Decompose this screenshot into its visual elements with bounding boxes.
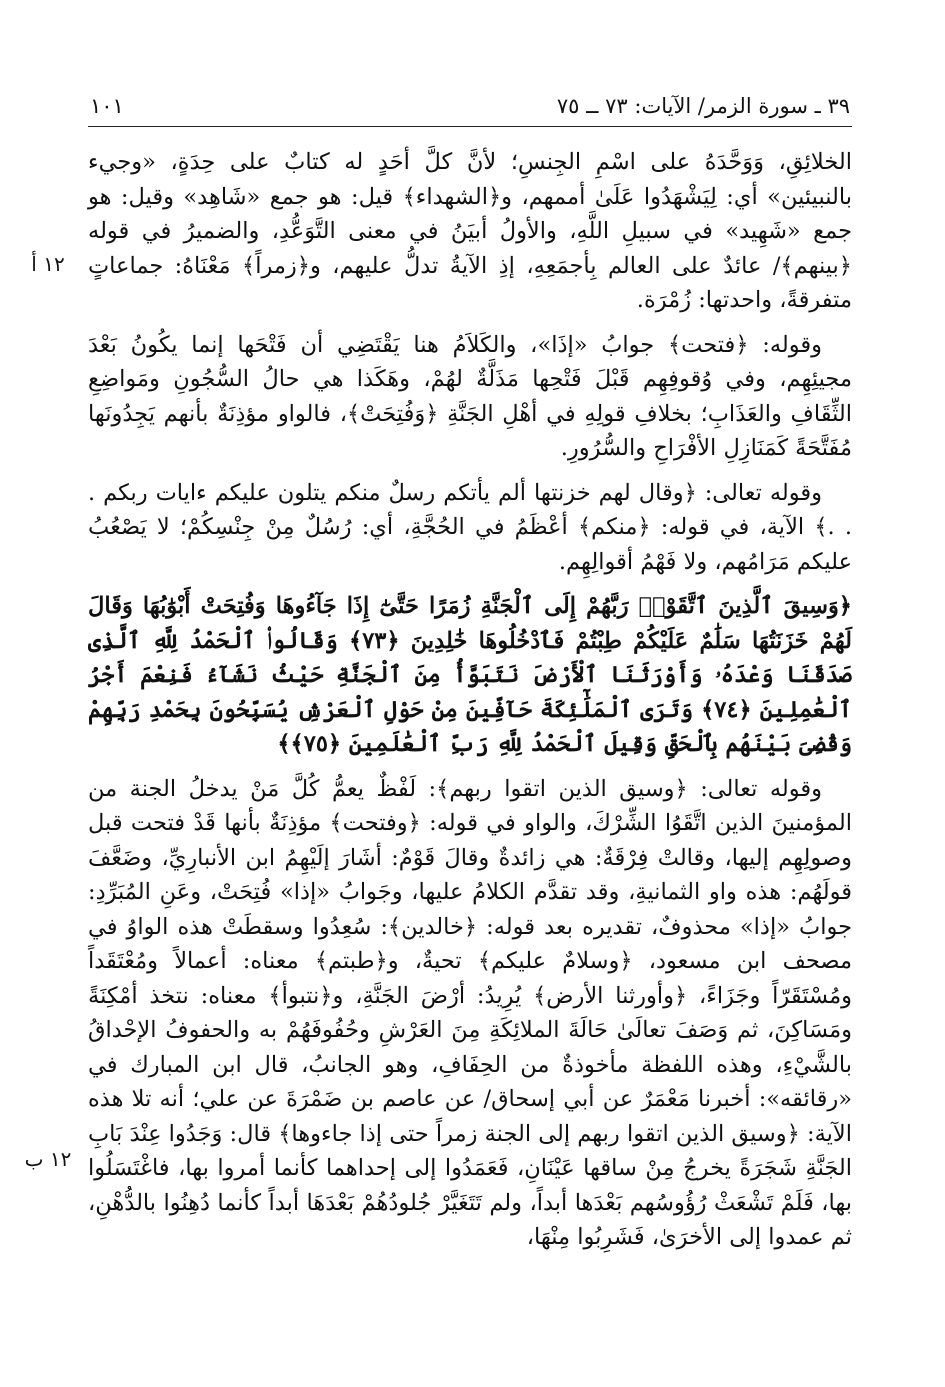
margin-note: ١٢ ب — [24, 1147, 72, 1171]
running-header — [90, 88, 850, 124]
header-rule — [88, 126, 852, 127]
main-text — [88, 145, 852, 1255]
page-number: ١٠١ — [90, 94, 124, 118]
margin-note: ١٢ أ — [31, 252, 65, 276]
quran-verses: ﴿وَسِيقَ ٱلَّذِينَ ٱتَّقَوْا۟ رَبَّهُمْ إِلَى ٱلْجَنَّةِ زُمَرًا حَتَّىٰٓ إِذَا جَآءُوهَا وَفُتِحَتْ أَبْوَٰبُهَا وَقَالَ لَهُمْ خَزَنَتُهَا سَلَٰمٌ عَلَيْكُمْ طِبْتُمْ فَٱدْخُلُوهَا خَٰلِدِينَ ﴿٧٣﴾ وَقَالُوا۟ ٱلْحَمْدُ لِلَّهِ ٱلَّذِى صَدَقَنَا وَعْدَهُۥ وَأَوْرَثَنَا ٱلْأَرْضَ نَتَبَوَّأُ مِنَ ٱلْجَنَّةِ حَيْثُ نَشَآءُ فَنِعْمَ أَجْرُ ٱلْعَٰمِلِينَ ﴿٧٤﴾ وَتَرَى ٱلْمَلَٰٓئِكَةَ حَآفِّينَ مِنْ حَوْلِ ٱلْعَرْشِ يُسَبِّحُونَ بِحَمْدِ رَبِّهِمْ وَقُضِىَ بَيْنَهُم بِٱلْحَقِّ وَقِيلَ ٱلْحَمْدُ لِلَّهِ رَبِّ ٱلْعَٰلَمِينَ ﴿٧٥﴾﴾ — [88, 593, 852, 757]
paragraph: وقوله تعالى: ﴿وقال لهم خزنتها ألم يأتكم رسلٌ منكم يتلون عليكم ءايات ربكم . . .﴾ الآية، في قوله: ﴿منكم﴾ أعْظَمُ في الحُجَّةِ، أي: رُسُلٌ مِنْ جِنْسِكُمْ؛ لا يَصْعُبُ عليكم مَرَامُهم، ولا فَهْمُ أقوالِهِم. — [88, 479, 852, 575]
header-title: ٣٩ ـ سورة الزمر/ الآيات: ٧٣ ــ ٧٥ — [556, 94, 850, 118]
paragraph: الخلائِقِ، وَوَحَّدَهُ على اسْمِ الجِنسِ؛ لأنَّ كلَّ أحَدٍ له كتابٌ على حِدَةٍ، «وجيء بالنبيئين» أي: لِيَشْهَدُوا عَلَىٰ أممهم، و﴿الشهداء﴾ قيل: هو جمع «شَاهِد» وقيل: هو جمع «شَهِيد» في سبيلِ اللَّهِ، والأولُ أبيَنُ في معنى التَّوَعُّدِ، والضميرُ في قوله ﴿بينهم﴾/ عائدٌ على العالم بِأجمَعِهِ، إذِ الآيةُ تدلُّ عليهم، و﴿زمراً﴾ مَعْنَاهُ: جماعاتٍ متفرقةً، واحدتها: زُمْرَة. — [88, 149, 852, 313]
paragraph: وقوله: ﴿فتحت﴾ جوابُ «إذَا»، والكَلاَمُ هنا يَقْتَضِي أن فَتْحَها إنما يكُونُ بَعْدَ مجيئِهِم، وفي وُقوفِهِم قَبْلَ فَتْحِها مَذَلَّةٌ لهُمْ، وهَكَذا هي حالُ السُّجُونِ ومَواضِعِ الثِّقَافِ والعَذَابِ؛ بخلافِ قولِهِ في أهْلِ الجَنَّةِ ﴿وَفُتِحَتْ﴾، فالواو مؤذِنَةٌ بأنهم يَجِدُونَها مُفَتَّحَةً كَمَنَازِلِ الأفْرَاحِ والسُّرُورِ. — [88, 331, 852, 461]
paragraph: وقوله تعالى: ﴿وسيق الذين اتقوا ربهم﴾: لَفْظٌ يعمُّ كُلَّ مَنْ يدخلُ الجنة من المؤمنينَ الذين اتَّقَوُا الشِّرْكَ، والواو في قوله: ﴿وفتحت﴾ مؤذِنَةٌ بأنها قَدْ فتحت قبل وصولِهِم إليها، وقالتْ فِرْقَةٌ: هي زائدةٌ وقالَ قَوْمٌ: أشَارَ إلَيْهِمُ ابن الأنبارِيِّ، وضَعَّفَ قولَهُم: هذه واو الثمانيةِ، وقد تقدَّم الكلامُ عليها، وجَوابُ «إذا» فُتِحَتْ، وعَنِ المُبَرِّدِ: جوابُ «إذا» محذوفٌ، تقديره بعد قوله: ﴿خالدين﴾: سُعِدُوا وسقطَتْ هذه الواوُ في مصحف ابن مسعود، ﴿وسلامٌ عليكم﴾ تحيةٌ، و﴿طبتم﴾ معناه: أعمالاً ومُعْتَقَداً ومُسْتَقَرّاً وجَزَاءً، ﴿وأورثنا الأرض﴾ يُرِيدُ: أرْضَ الجَنَّةِ، و﴿نتبوأ﴾ معناه: نتخذ أمْكِنَةً ومَسَاكِنَ، ثم وَصَفَ تعالَىٰ حَالَةَ الملائِكَةِ مِنَ العَرْشِ وحُفُوفَهُمْ به والحفوفُ الإحْداقُ بالشَّيْءِ، وهذه اللفظة مأخوذةٌ من الحِفَافِ، وهو الجانبُ، قال ابن المبارك في «رقائقه»: أخبرنا مَعْمَرٌ عن أبي إسحاق/ عن عاصم بن ضَمْرَةَ عن علي؛ أنه تلا هذه الآية: ﴿وسيق الذين اتقوا ربهم إلى الجنة زمراً حتى إذا جاءوها﴾ قال: وَجَدُوا عِنْدَ بَابِ الجَنَّةِ شَجَرَةً يخرجُ مِنْ ساقها عَيْنَانِ، فَعَمَدُوا إلى إحداهما كأنما أمروا بها، فاغْتَسَلُوا بها، فَلَمْ تَشْعَثْ رُؤُوسُهم بَعْدَها أبداً، ولم تَتَغَيَّرْ جُلودُهُمْ بَعْدَهَا أبداً كأنما دُهِنُوا بالدُّهْنِ، ثم عمدوا إلى الأخرَىٰ، فَشَرِبُوا مِنْهَا، — [88, 775, 852, 1250]
